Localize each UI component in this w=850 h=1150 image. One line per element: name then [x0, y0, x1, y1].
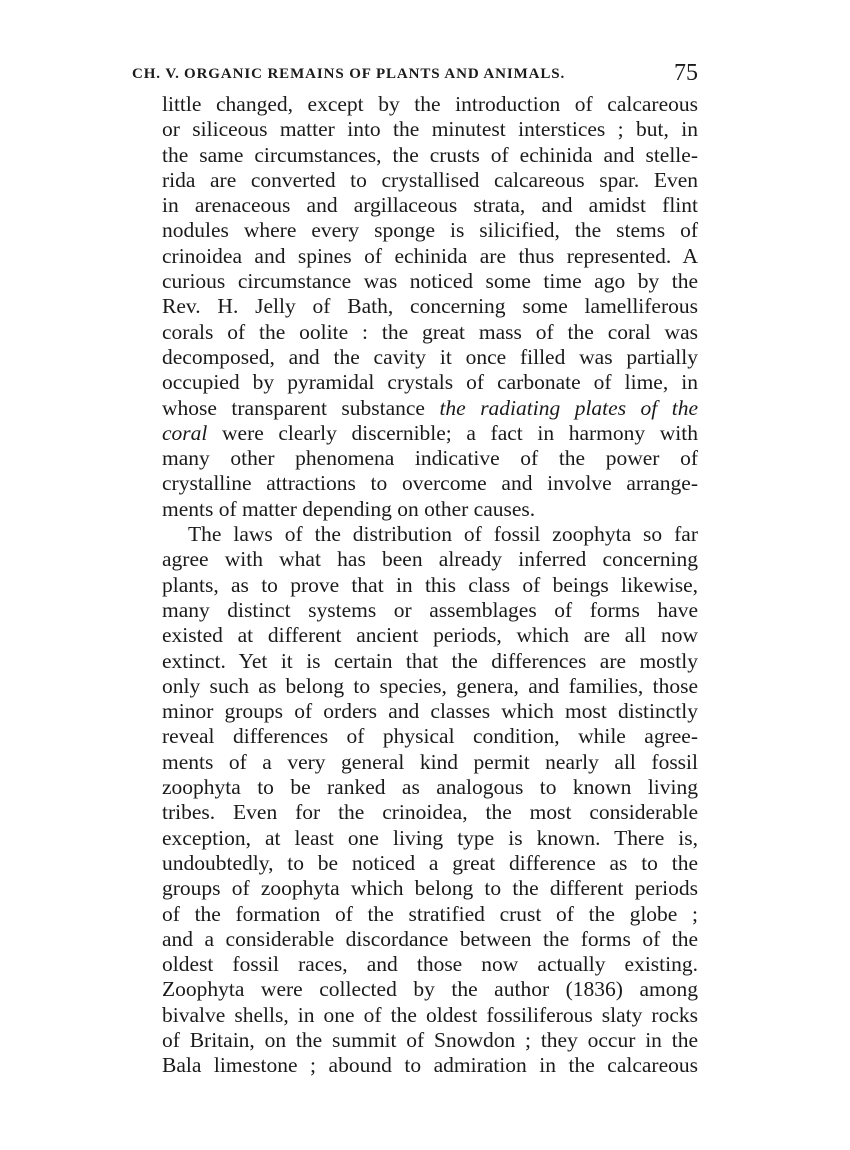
- italic-phrase: the radiating plates of the: [439, 395, 698, 420]
- text-line: of Britain, on the summit of Snowdon ; they occur in the: [162, 1027, 698, 1052]
- text-line: extinct. Yet it is certain that the differences are mostly: [162, 648, 698, 673]
- paragraph-1: [162, 92, 698, 522]
- text-line: plants, as to prove that in this class of beings likewise,: [162, 572, 698, 597]
- text-line: many distinct systems or assemblages of forms have: [162, 597, 698, 622]
- text-line: little changed, except by the introduction of calcareous: [162, 92, 698, 116]
- text-line-with-italic: [162, 396, 698, 421]
- text-line: ments of a very general kind permit nearly all fossil: [162, 749, 698, 774]
- text-line: and a considerable discordance between the forms of the: [162, 926, 698, 951]
- text-line: the same circumstances, the crusts of echinida and stelle-: [162, 142, 698, 167]
- text-line: agree with what has been already inferred concerning: [162, 547, 698, 572]
- text-line: decomposed, and the cavity it once filled was partially: [162, 344, 698, 369]
- text-line: existed at different ancient periods, which are all now: [162, 623, 698, 648]
- text-line: bivalve shells, in one of the oldest fossiliferous slaty rocks: [162, 1002, 698, 1027]
- paragraph-2: [162, 522, 698, 1079]
- body-text: [162, 92, 698, 1079]
- text-line: curious circumstance was noticed some time ago by the: [162, 269, 698, 294]
- text-line: minor groups of orders and classes which most distinctly: [162, 699, 698, 724]
- text-line: crystalline attractions to overcome and involve arrange-: [162, 471, 698, 496]
- running-head: [132, 58, 698, 92]
- text-line: Zoophyta were collected by the author (1836) among: [162, 977, 698, 1002]
- text-line: in arenaceous and argillaceous strata, and amidst flint: [162, 193, 698, 218]
- text-line: of the formation of the stratified crust of the globe ;: [162, 901, 698, 926]
- italic-phrase: coral: [162, 420, 208, 445]
- page-number: 75: [674, 60, 698, 86]
- text-line: reveal differences of physical condition, while agree-: [162, 724, 698, 749]
- text-line: undoubtedly, to be noticed a great difference as to the: [162, 850, 698, 875]
- text-line: Bala limestone ; abound to admiration in the calcareous: [162, 1053, 698, 1078]
- text-line-with-italic: [162, 421, 698, 446]
- running-title: ORGANIC REMAINS OF PLANTS AND ANIMALS.: [184, 66, 566, 82]
- text-line: oldest fossil races, and those now actually existing.: [162, 952, 698, 977]
- book-page: [132, 58, 698, 1079]
- text-line: only such as belong to species, genera, and families, those: [162, 673, 698, 698]
- text-segment: were clearly discernible; a fact in harmony with: [207, 420, 698, 445]
- text-line: exception, at least one living type is known. There is,: [162, 825, 698, 850]
- text-line: or siliceous matter into the minutest interstices ; but, in: [162, 117, 698, 142]
- text-line: many other phenomena indicative of the power of: [162, 446, 698, 471]
- text-line: nodules where every sponge is silicified, the stems of: [162, 218, 698, 243]
- text-line: occupied by pyramidal crystals of carbonate of lime, in: [162, 370, 698, 395]
- text-line: The laws of the distribution of fossil zoophyta so far: [188, 522, 698, 547]
- text-line: Rev. H. Jelly of Bath, concerning some lamelliferous: [162, 294, 698, 319]
- text-line: crinoidea and spines of echinida are thus represented. A: [162, 243, 698, 268]
- text-line: rida are converted to crystallised calcareous spar. Even: [162, 167, 698, 192]
- text-line: groups of zoophyta which belong to the different periods: [162, 876, 698, 901]
- text-line: ments of matter depending on other causes.: [162, 496, 536, 521]
- text-line: tribes. Even for the crinoidea, the most considerable: [162, 800, 698, 825]
- text-segment: whose transparent substance: [162, 395, 440, 420]
- chapter-label: CH. V.: [132, 66, 180, 82]
- text-line: zoophyta to be ranked as analogous to known living: [162, 775, 698, 800]
- text-line: corals of the oolite : the great mass of the coral was: [162, 319, 698, 344]
